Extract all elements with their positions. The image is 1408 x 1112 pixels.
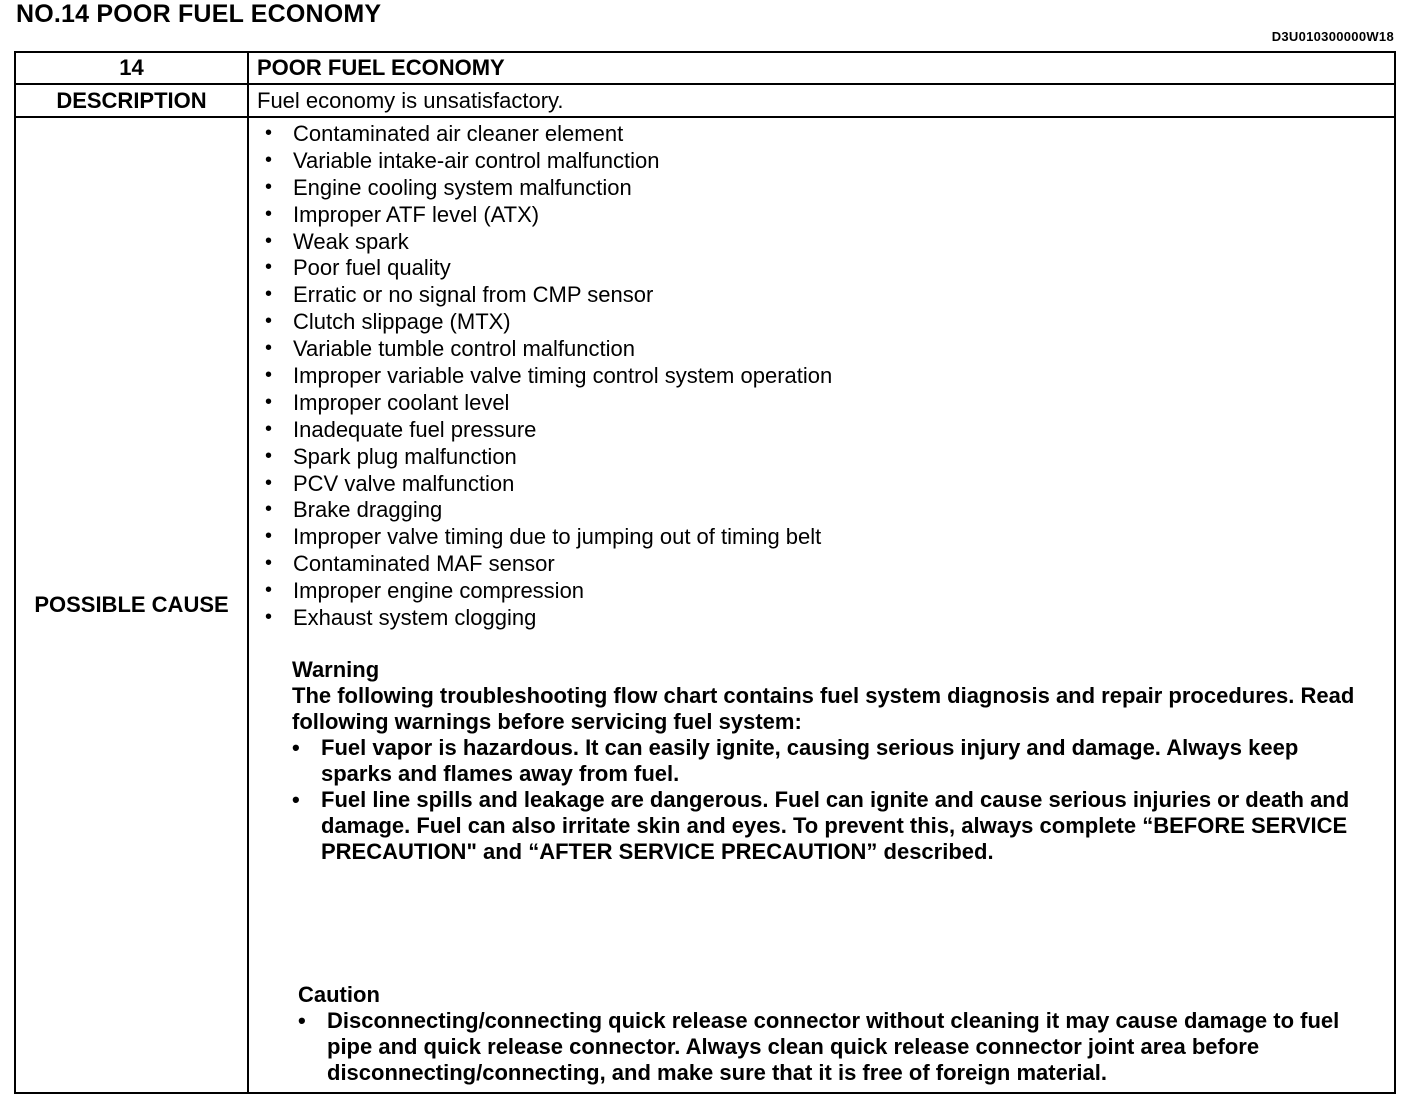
bullet-icon: • — [265, 202, 273, 225]
cause-item: • Inadequate fuel pressure — [265, 416, 537, 442]
cause-item: • Clutch slippage (MTX) — [265, 309, 511, 335]
bullet-icon: • — [265, 390, 273, 413]
bullet-icon: • — [265, 552, 273, 575]
bullet-icon: • — [265, 579, 273, 602]
bullet-icon: • — [265, 606, 273, 629]
cause-item: • Engine cooling system malfunction — [265, 174, 632, 200]
cause-item: • Contaminated MAF sensor — [265, 551, 555, 577]
bullet-icon: • — [265, 337, 273, 360]
possible-cause-cell — [248, 117, 1395, 1093]
symptom-title: POOR FUEL ECONOMY — [248, 52, 1395, 84]
cause-item: • Spark plug malfunction — [265, 443, 517, 469]
cause-item: • Brake dragging — [265, 497, 443, 523]
cause-item: • Improper variable valve timing control system operation — [265, 363, 833, 389]
cause-item: • Variable intake-air control malfunction — [265, 147, 660, 173]
bullet-icon: • — [265, 525, 273, 548]
bullet-icon: • — [265, 256, 273, 279]
cause-item: • Poor fuel quality — [265, 255, 451, 281]
cause-item: • PCV valve malfunction — [265, 470, 515, 496]
page-title: NO.14 POOR FUEL ECONOMY — [16, 0, 382, 28]
caution-list — [298, 1008, 1376, 1086]
cause-item: • Improper coolant level — [265, 389, 510, 415]
bullet-icon: • — [265, 122, 273, 144]
cause-list — [249, 118, 1394, 631]
warning-item: • Fuel vapor is hazardous. It can easily ignite, causing serious injury and damage. Always keep sparks and flames away from fuel. — [292, 734, 1299, 786]
description-label: DESCRIPTION — [15, 84, 248, 117]
caution-item: • Disconnecting/connecting quick release connector without cleaning it may cause damage to fuel pipe and quick release connector. Always clean quick release connector joint area before disconnecting/connecting, and make sure that it is free of foreign material. — [298, 1008, 1340, 1085]
bullet-icon: • — [265, 498, 273, 521]
table-header-row — [15, 52, 1395, 84]
warning-item: • Fuel line spills and leakage are dangerous. Fuel can ignite and cause serious injuries or death and damage. Fuel can also irritate skin and eyes. To prevent this, always complete “BEFORE SERVICE PRECAUTION" and “AFTER SERVICE PRECAUTION” described. — [292, 786, 1350, 864]
bullet-icon: • — [265, 175, 273, 198]
bullet-icon: • — [265, 471, 273, 494]
bullet-icon: • — [265, 417, 273, 440]
warning-intro: The following troubleshooting flow chart contains fuel system diagnosis and repair procedures. Read following warnings before servicing fuel system: — [292, 682, 1355, 734]
cause-item: • Improper valve timing due to jumping out of timing belt — [265, 524, 822, 550]
bullet-icon: • — [265, 148, 273, 171]
bullet-icon: • — [265, 364, 273, 387]
warning-heading: Warning — [292, 656, 380, 682]
bullet-icon: • — [292, 734, 300, 760]
possible-cause-row — [15, 117, 1395, 1093]
cause-item: • Improper ATF level (ATX) — [265, 201, 540, 227]
warning-block — [249, 657, 1394, 865]
bullet-icon: • — [265, 283, 273, 306]
cause-item: • Weak spark — [265, 228, 409, 254]
bullet-icon: • — [265, 229, 273, 252]
description-text: Fuel economy is unsatisfactory. — [248, 84, 1395, 117]
cause-item: • Exhaust system clogging — [265, 605, 537, 631]
possible-cause-label: POSSIBLE CAUSE — [15, 117, 248, 1093]
bullet-icon: • — [292, 786, 300, 812]
caution-block — [298, 982, 1376, 1086]
cause-item: • Contaminated air cleaner element — [265, 121, 624, 146]
cause-item: • Erratic or no signal from CMP sensor — [265, 282, 654, 308]
cause-item: • Variable tumble control malfunction — [265, 336, 635, 362]
bullet-icon: • — [298, 1008, 306, 1033]
symptom-number: 14 — [15, 52, 248, 84]
warning-list — [292, 735, 1364, 865]
document-code: D3U010300000W18 — [1271, 29, 1394, 44]
caution-heading: Caution — [298, 982, 380, 1007]
cause-item: • Improper engine compression — [265, 578, 585, 604]
description-row — [15, 84, 1395, 117]
symptom-table — [14, 51, 1396, 1094]
bullet-icon: • — [265, 310, 273, 333]
bullet-icon: • — [265, 444, 273, 467]
